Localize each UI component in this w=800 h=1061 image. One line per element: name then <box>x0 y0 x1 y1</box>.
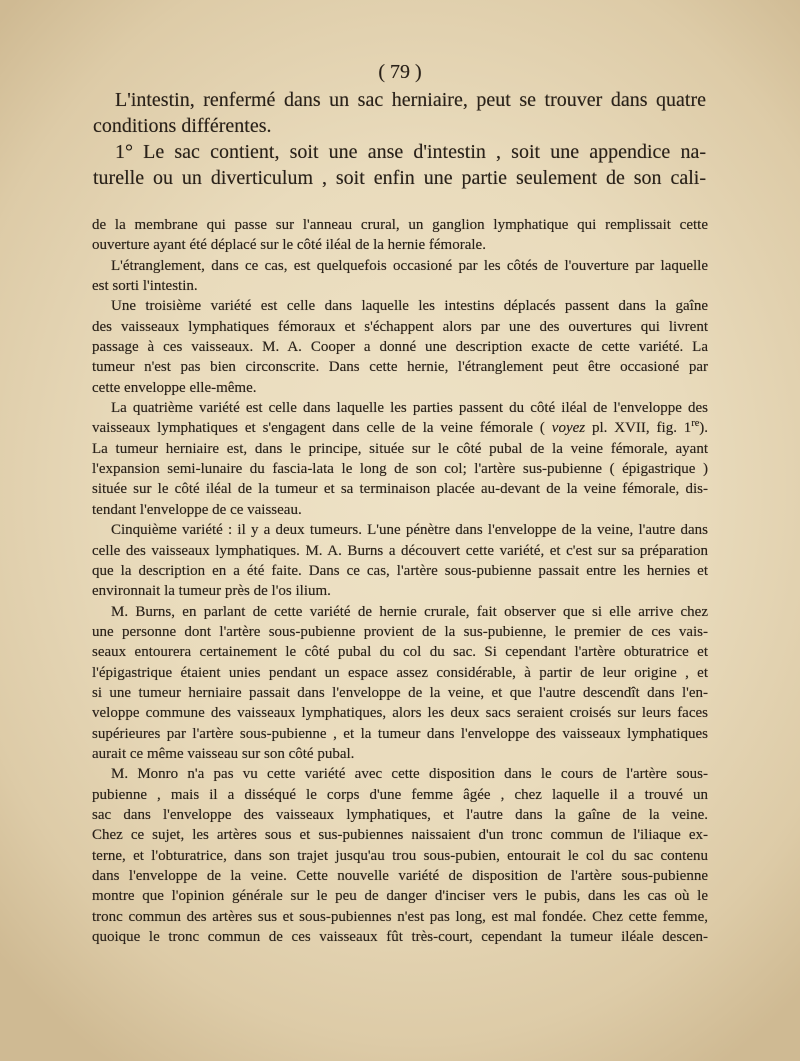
paragraph <box>92 764 708 947</box>
text-line: de la membrane qui passe sur l'anneau crural, un ganglion lymphatique qui remplissait cette <box>92 217 708 233</box>
text-line: passage à ces vaisseaux. M. A. Cooper a donné une description exacte de cette variété. La <box>92 339 708 356</box>
text-line: La tumeur herniaire est, dans le principe, située sur le côté pubal de la veine fémorale, ayant <box>92 440 708 457</box>
text-line: des vaisseaux lymphatiques fémoraux et s'échappent alors par une des ouvertures qui livrent <box>92 318 708 335</box>
page-number: ( 79 ) <box>378 61 422 83</box>
superscript: re <box>691 418 700 430</box>
paragraph <box>92 520 708 601</box>
text-line: ouverture ayant été déplacé sur le côté iléal de la hernie fémorale. <box>92 237 486 254</box>
paragraph <box>92 398 708 520</box>
text-line: M. Burns, en parlant de cette variété de hernie crurale, fait observer que si elle arrive chez <box>111 603 708 620</box>
text-line: celle des vaisseaux lymphatiques. M. A. Burns a découvert cette variété, et c'est sur sa préparation <box>92 542 708 559</box>
text-line: située sur le côté iléal de la tumeur et sa terminaison placée au-devant de la veine fémorale, dis- <box>92 481 708 498</box>
paragraph <box>92 602 708 765</box>
text-line: est sorti l'intestin. <box>92 278 198 295</box>
text-line: tronc commun des artères sus et sous-pubiennes n'est pas long, est mal fondée. Chez cette femme, <box>92 908 708 925</box>
text-line: que la description en a été faite. Dans ce cas, l'artère sous-pubienne passait entre les hernies et <box>92 562 708 579</box>
text-line: aurait ce même vaisseau sur son côté pubal. <box>92 745 355 762</box>
text-line: pubienne , mais il a disséqué le corps d'une femme âgée , chez laquelle il a trouvé un <box>92 786 708 803</box>
italic-reference: voyez <box>551 420 586 437</box>
text-line: tendant l'enveloppe de ce vaisseau. <box>92 501 302 518</box>
text-line: sac dans l'enveloppe des vaisseaux lymphatiques, et l'autre dans la gaîne de la veine. <box>92 806 708 823</box>
text-line: montre que l'opinion générale sur le peu de danger d'inciser vers le pubis, dans les cas où le <box>92 888 708 905</box>
text-line: supérieures par l'artère sous-pubienne , et la tumeur dans l'enveloppe des vaisseaux lymphatiques <box>92 725 708 742</box>
text-line: quoique le tronc commun de ces vaisseaux fût très-court, cependant la tumeur iléale descen- <box>92 929 708 946</box>
text-line: veloppe commune des vaisseaux lymphatiques, alors les deux sacs seraient croisés sur leurs faces <box>92 705 708 722</box>
text-line: une personne dont l'artère sous-pubienne provient de la sus-pubienne, le premier de ces vais- <box>92 623 708 640</box>
text-segment: ). <box>699 420 708 437</box>
text-line: dans l'enveloppe de la veine. Cette nouvelle variété de disposition de l'artère sous-pubienne <box>92 868 708 884</box>
text-line: cette enveloppe elle-même. <box>92 379 257 396</box>
text-segment: pl. XVII, fig. 1 <box>585 420 692 437</box>
paragraph <box>93 87 706 139</box>
paragraph <box>92 256 708 297</box>
text-line: turelle ou un diverticulum , soit enfin une partie seulement de son cali- <box>93 167 706 189</box>
text-line: conditions différentes. <box>93 115 272 137</box>
text-line: Cinquième variété : il y a deux tumeurs. L'une pénètre dans l'enveloppe de la veine, l'autre dans <box>111 522 708 539</box>
paragraph <box>92 296 708 398</box>
text-line: environnait la tumeur près de l'os ilium. <box>92 583 331 600</box>
small-text-block <box>92 215 708 947</box>
text-line: M. Monro n'a pas vu cette variété avec cette disposition dans le cours de l'artère sous- <box>111 766 708 783</box>
text-line: seaux entourera certainement le côté pubal du col du sac. Si cependant l'artère obturatrice et <box>92 644 708 661</box>
text-line: L'intestin, renfermé dans un sac herniaire, peut se trouver dans quatre <box>115 89 706 111</box>
paragraph <box>92 215 708 256</box>
text-line: l'expansion semi-lunaire du fascia-lata le long de son col; l'artère sus-pubienne ( épigastrique ) <box>92 461 708 478</box>
text-segment: vaisseaux lymphatiques et s'engagent dans celle de la veine fémorale ( <box>92 420 552 437</box>
text-line: Chez ce sujet, les artères sous et sus-pubiennes naissaient d'un tronc commun de l'iliaque ex- <box>92 827 708 844</box>
text-line: 1° Le sac contient, soit une anse d'intestin , soit une appendice na- <box>115 141 706 163</box>
text-line: l'épigastrique étaient unies pendant un espace assez considérable, à partir de leur origine , et <box>92 664 708 681</box>
text-line: tumeur n'est pas bien circonscrite. Dans cette hernie, l'étranglement peut être occasioné par <box>92 359 708 376</box>
paragraph <box>93 139 706 191</box>
lead-text-block <box>93 87 706 191</box>
text-line <box>92 418 708 438</box>
text-line: terne, et l'obturatrice, dans son trajet jusqu'au trou sous-pubien, entourait le col du sac contenu <box>92 847 708 864</box>
text-line: si une tumeur herniaire passait dans l'enveloppe de la veine, et que l'autre descendît dans l'en- <box>92 684 708 701</box>
text-line: La quatrième variété est celle dans laquelle les parties passent du côté iléal de l'enveloppe des <box>111 400 708 417</box>
text-line: Une troisième variété est celle dans laquelle les intestins déplacés passent dans la gaîne <box>111 298 708 315</box>
text-line: L'étranglement, dans ce cas, est quelquefois occasioné par les côtés de l'ouverture par laquelle <box>111 257 708 274</box>
